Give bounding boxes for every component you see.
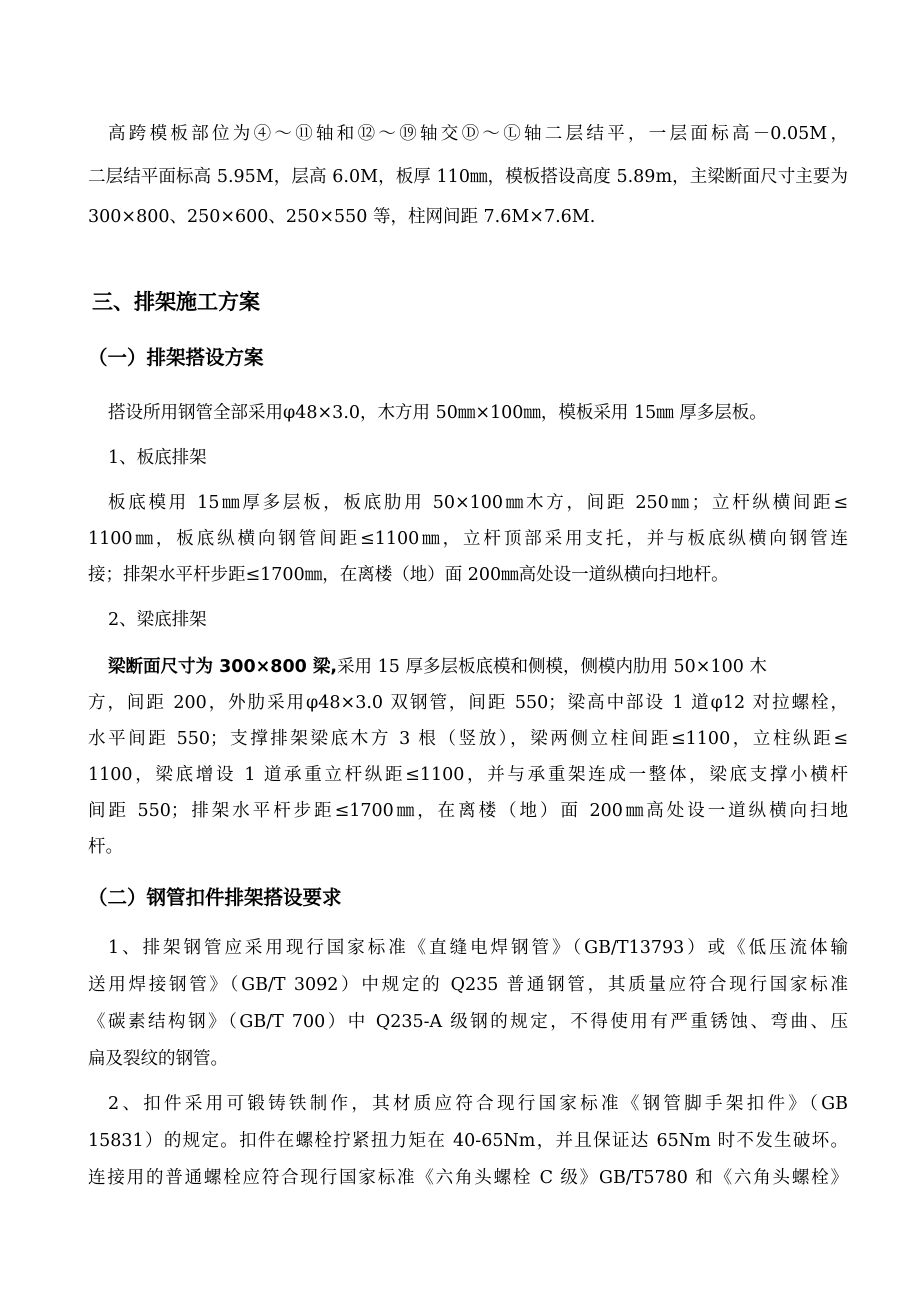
- section-heading-3: 三、排架施工方案: [92, 290, 260, 314]
- scheme-intro-line: 搭设所用钢管全部采用φ48×3.0，木方用 50㎜×100㎜，模板采用 15㎜ 厚多层板。: [108, 403, 767, 423]
- req-1-line-3: 《碳素结构钢》（GB/T 700）中 Q235-A 级钢的规定，不得使用有严重锈蚀、弯曲、压: [88, 1012, 848, 1032]
- item-2-line-1-rest: 采用 15 厚多层板底模和侧模，侧模内肋用 50×100 木: [337, 657, 767, 677]
- intro-line-2: 二层结平面标高 5.95M，层高 6.0M，板厚 110㎜，模板搭设高度 5.89m，主梁断面尺寸主要为: [88, 167, 848, 187]
- subsection-heading-1: （一）排架搭设方案: [88, 346, 264, 369]
- req-2-line-3: 连接用的普通螺栓应符合现行国家标准《六角头螺栓 C 级》GB/T5780 和《六角头螺栓》: [88, 1168, 848, 1188]
- item-1-line-1: 板底模用 15㎜厚多层板，板底肋用 50×100㎜木方，间距 250㎜；立杆纵横间距≤: [108, 493, 848, 513]
- subsection-heading-2: （二）钢管扣件排架搭设要求: [88, 886, 342, 909]
- item-2-line-4: 1100，梁底增设 1 道承重立杆纵距≤1100，并与承重架连成一整体，梁底支撑小横杆: [88, 765, 848, 785]
- item-2-bold-lead: 梁断面尺寸为 300×800 梁,: [108, 657, 338, 677]
- intro-line-3: 300×800、250×600、250×550 等，柱网间距 7.6M×7.6M.: [88, 207, 596, 227]
- item-2-title: 2、梁底排架: [108, 610, 207, 630]
- req-2-line-1: 2、扣件采用可锻铸铁制作，其材质应符合现行国家标准《钢管脚手架扣件》（GB: [108, 1094, 848, 1114]
- item-1-title: 1、板底排架: [108, 448, 207, 468]
- item-2-line-6: 杆。: [88, 837, 123, 857]
- item-2-line-1: [108, 654, 848, 680]
- intro-line-1: 高跨模板部位为④～⑪轴和⑫～⑲轴交Ⓓ～Ⓛ轴二层结平，一层面标高－0.05M，: [108, 124, 848, 144]
- req-1-line-2: 送用焊接钢管》（GB/T 3092）中规定的 Q235 普通钢管，其质量应符合现行国家标准: [88, 975, 848, 995]
- req-1-line-4: 扁及裂纹的钢管。: [88, 1049, 228, 1069]
- req-2-line-2: 15831）的规定。扣件在螺栓拧紧扭力矩在 40-65Nm，并且保证达 65Nm 时不发生破坏。: [88, 1131, 848, 1151]
- item-2-line-3: 水平间距 550；支撑排架梁底木方 3 根（竖放），梁两侧立柱间距≤1100，立柱纵距≤: [88, 729, 848, 749]
- item-2-line-2: 方，间距 200，外肋采用φ48×3.0 双钢管，间距 550；梁高中部设 1 道φ12 对拉螺栓，: [88, 693, 848, 713]
- item-1-line-3: 接；排架水平杆步距≤1700㎜，在离楼（地）面 200㎜高处设一道纵横向扫地杆。: [88, 565, 729, 585]
- item-2-line-5: 间距 550；排架水平杆步距≤1700㎜，在离楼（地）面 200㎜高处设一道纵横向扫地: [88, 801, 848, 821]
- item-1-line-2: 1100㎜，板底纵横向钢管间距≤1100㎜，立杆顶部采用支托，并与板底纵横向钢管连: [88, 529, 848, 549]
- req-1-line-1: 1、排架钢管应采用现行国家标准《直缝电焊钢管》（GB/T13793）或《低压流体输: [108, 938, 848, 958]
